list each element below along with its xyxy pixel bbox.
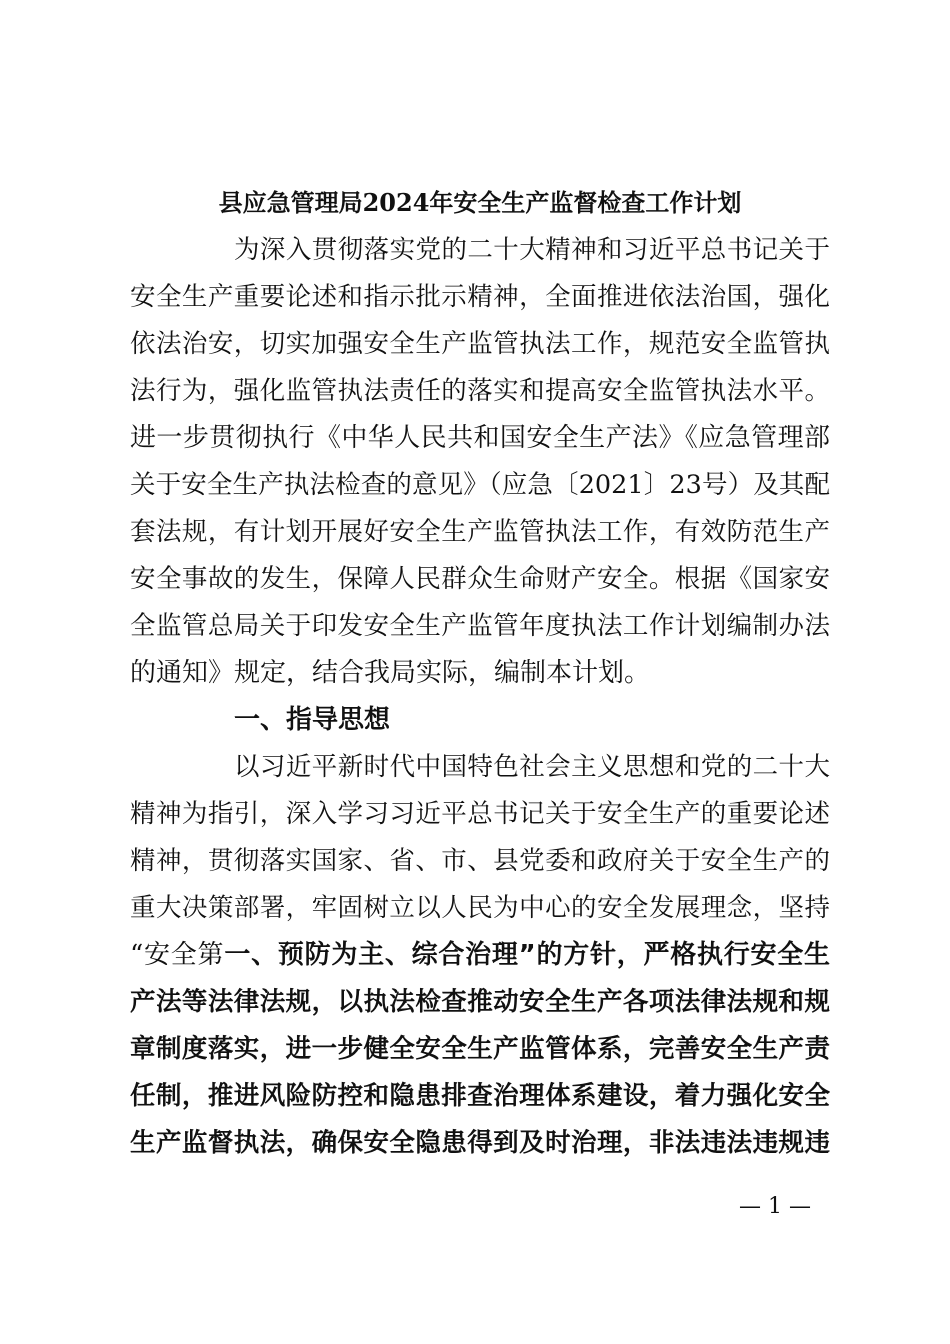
- intro-line-1: 为深入贯彻落实党的二十大精神和习近平总书记关于: [234, 235, 830, 265]
- section1-bold-line-3: 任制，推进风险防控和隐患排查治理体系建设，着力强化安全: [130, 1081, 830, 1111]
- intro-line-9: 全监管总局关于印发安全生产监管年度执法工作计划编制办法: [130, 611, 830, 641]
- section1-bold-line-1: 产法等法律法规，以执法检查推动安全生产各项法律法规和规: [130, 987, 830, 1017]
- intro-line-8: 安全事故的发生，保障人民群众生命财产安全。根据《国家安: [130, 564, 830, 594]
- section-heading-guiding-ideology: 一、指导思想: [234, 705, 391, 735]
- page-number: — 1 —: [739, 1194, 811, 1219]
- intro-line-4: 法行为，强化监管执法责任的落实和提高安全监管执法水平。: [130, 376, 830, 406]
- intro-line-3: 依法治安，切实加强安全生产监管执法工作，规范安全监管执: [130, 329, 830, 359]
- intro-line-5: 进一步贯彻执行《中华人民共和国安全生产法》《应急管理部: [130, 423, 830, 453]
- section1-line-5-normal: “安全第: [130, 940, 225, 970]
- section1-line-5-bold: 一、预防为主、综合治理”的方针，严格执行安全生: [224, 940, 830, 970]
- section1-bold-line-2: 章制度落实，进一步健全安全生产监管体系，完善安全生产责: [130, 1034, 830, 1064]
- section1-line-3: 精神，贯彻落实国家、省、市、县党委和政府关于安全生产的: [130, 846, 830, 876]
- section1-line-2: 精神为指引，深入学习习近平总书记关于安全生产的重要论述: [130, 799, 830, 829]
- section1-line-4: 重大决策部署，牢固树立以人民为中心的安全发展理念，坚持: [130, 893, 830, 923]
- intro-line-6: 关于安全生产执法检查的意见》（应急〔2021〕23号）及其配: [130, 470, 830, 500]
- section1-bold-line-4: 生产监督执法，确保安全隐患得到及时治理，非法违法违规违: [130, 1128, 830, 1158]
- intro-line-2: 安全生产重要论述和指示批示精神，全面推进依法治国，强化: [130, 282, 830, 312]
- section1-line-1: 以习近平新时代中国特色社会主义思想和党的二十大: [234, 752, 830, 782]
- document-title: 县应急管理局2024年安全生产监督检查工作计划: [218, 188, 742, 217]
- section1-line-5: [130, 933, 830, 977]
- intro-line-7: 套法规，有计划开展好安全生产监管执法工作，有效防范生产: [130, 517, 830, 547]
- intro-line-10: 的通知》规定，结合我局实际，编制本计划。: [130, 658, 651, 688]
